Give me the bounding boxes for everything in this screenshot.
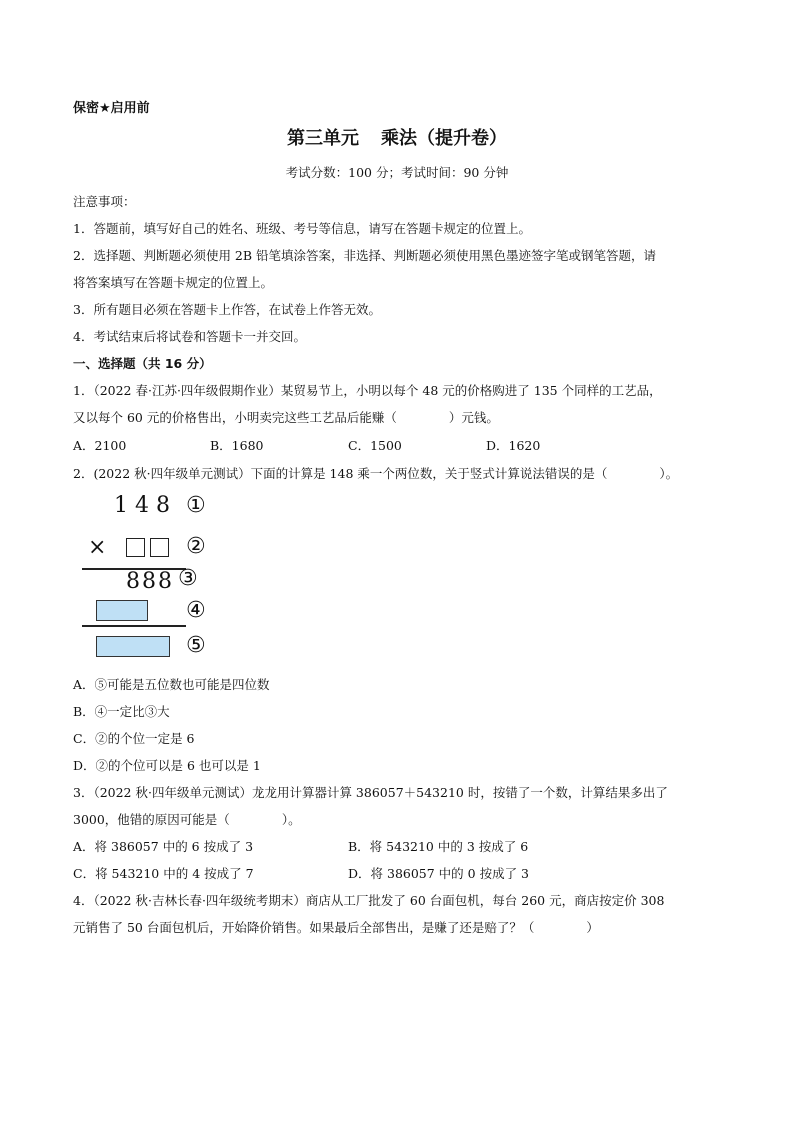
q1-line-1: 1．（2022 春·江苏·四年级假期作业）某贸易节上，小明以每个 48 元的价格购进了 135 个同样的工艺品， (73, 383, 662, 398)
q2-option-a: A．⑤可能是五位数也可能是四位数 (73, 677, 270, 692)
vertical-multiplication-figure (78, 490, 228, 665)
digit-box-tens (126, 538, 145, 557)
final-product-box (96, 636, 170, 657)
marker-4: ④ (186, 598, 206, 623)
q1-line-2-end: ）元钱。 (448, 410, 499, 425)
page-title (0, 124, 794, 150)
title-topic: 乘法（提升卷） (381, 128, 507, 149)
q3-option-a: A．将 386057 中的 6 按成了 3 (73, 839, 254, 854)
q1-option-a: A．2100 (73, 438, 127, 453)
partial-digit-2: 8 (142, 569, 156, 594)
note-item-1: 1．答题前，填写好自己的姓名、班级、考号等信息，请写在答题卡规定的位置上。 (73, 221, 531, 236)
marker-5: ⑤ (186, 633, 206, 658)
q3-line-2-text: 3000，他错的原因可能是（ (73, 812, 230, 827)
q4-line-2-text: 元销售了 50 台面包机后，开始降价销售。如果最后全部售出，是赚了还是赔了？（ (73, 920, 535, 935)
top-digit-1: 1 (114, 493, 128, 518)
marker-1: ① (186, 493, 206, 518)
q4-line-2-end: ） (586, 920, 599, 935)
notes-heading: 注意事项： (73, 194, 136, 209)
partial-digit-1: 8 (126, 569, 140, 594)
sum-rule (82, 625, 186, 627)
q2-option-d: D．②的个位可以是 6 也可以是 1 (73, 758, 261, 773)
q3-option-c: C．将 543210 中的 4 按成了 7 (73, 866, 254, 881)
marker-2: ② (186, 534, 206, 559)
q1-option-c: C．1500 (348, 438, 402, 453)
partial-product-box (96, 600, 148, 621)
note-item-2: 2．选择题、判断题必须使用 2B 铅笔填涂答案，非选择、判断题必须使用黑色墨迹签字笔或钢笔答题，请 (73, 248, 657, 263)
q1-line-2-text: 又以每个 60 元的价格售出，小明卖完这些工艺品后能赚（ (73, 410, 397, 425)
title-unit: 第三单元 (287, 128, 359, 149)
note-item-3: 3．所有题目必须在答题卡上作答，在试卷上作答无效。 (73, 302, 381, 317)
marker-3: ③ (178, 566, 198, 591)
digit-box-ones (150, 538, 169, 557)
q1-option-d: D．1620 (486, 438, 541, 453)
q3-option-d: D．将 386057 中的 0 按成了 3 (348, 866, 530, 881)
q2-line-1 (73, 464, 678, 482)
confidential-label: 保密★启用前 (73, 101, 150, 116)
q2-option-c: C．②的个位一定是 6 (73, 731, 195, 746)
q3-line-2 (73, 810, 301, 828)
times-sign: × (88, 535, 107, 560)
q4-line-1: 4．（2022 秋·吉林长春·四年级统考期末）商店从工厂批发了 60 台面包机，每台 260 元，商店按定价 308 (73, 893, 665, 908)
q2-line-1-text: 2．(2022 秋·四年级单元测试）下面的计算是 148 乘一个两位数，关于竖式计算说法错误的是（ (73, 466, 608, 481)
q1-option-b: B．1680 (210, 438, 264, 453)
exam-info: 考试分数：100 分；考试时间：90 分钟 (285, 165, 509, 180)
q2-line-1-end: ）。 (659, 466, 679, 481)
q3-line-1: 3．（2022 秋·四年级单元测试）龙龙用计算器计算 386057＋543210 时，按错了一个数，计算结果多出了 (73, 785, 668, 800)
q3-line-2-end: ）。 (281, 812, 301, 827)
q1-line-2 (73, 408, 499, 426)
top-digit-2: 4 (135, 493, 149, 518)
note-item-4: 4．考试结束后将试卷和答题卡一并交回。 (73, 329, 306, 344)
top-digit-3: 8 (156, 493, 170, 518)
section-heading: 一、选择题（共 16 分） (73, 356, 212, 371)
note-item-2-cont: 将答案填写在答题卡规定的位置上。 (73, 275, 274, 290)
partial-digit-3: 8 (158, 569, 172, 594)
q2-option-b: B．④一定比③大 (73, 704, 170, 719)
q4-line-2 (73, 918, 599, 936)
q3-option-b: B．将 543210 中的 3 按成了 6 (348, 839, 529, 854)
